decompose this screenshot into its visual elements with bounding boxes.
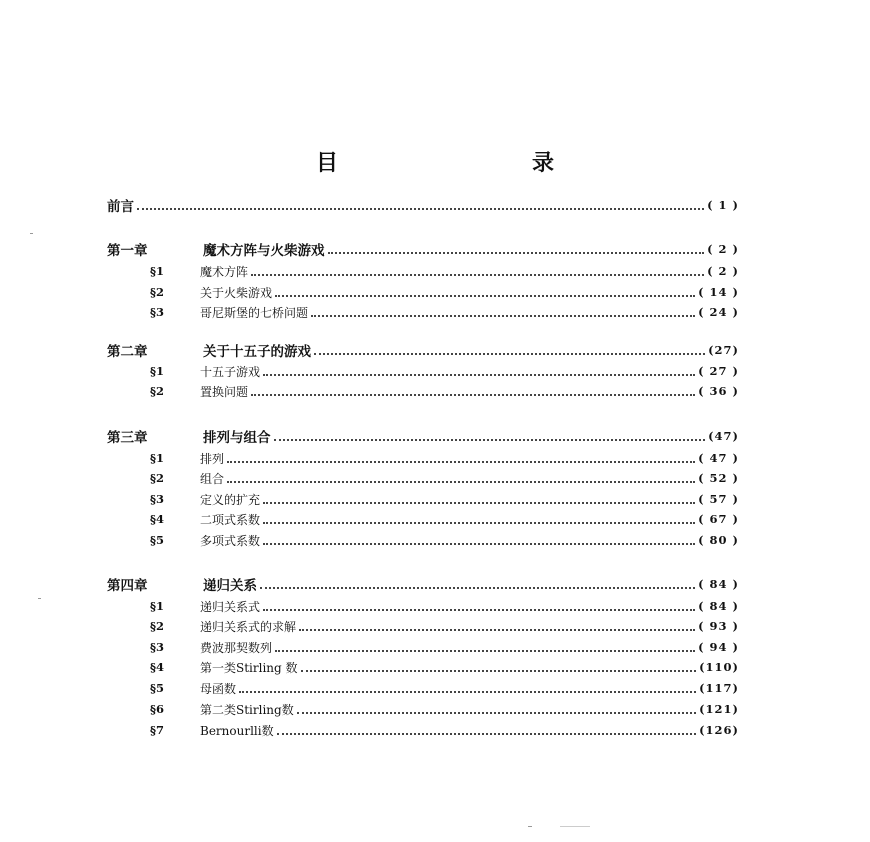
entry-label: 魔术方阵 xyxy=(200,264,249,279)
toc-entry-section xyxy=(150,262,739,280)
toc-entry-section xyxy=(150,283,739,301)
page-number: ( 67 ) xyxy=(698,512,739,526)
scan-speck xyxy=(30,233,33,234)
leader-dots xyxy=(277,732,697,735)
toc-entry-section xyxy=(150,362,739,380)
section-number: §1 xyxy=(150,364,165,378)
entry-label: 第二类Stirling数 xyxy=(200,702,294,717)
entry-label: 递归关系 xyxy=(203,578,257,594)
scan-speck xyxy=(528,826,532,827)
leader-dots xyxy=(260,586,695,589)
leader-dots xyxy=(251,273,704,276)
entry-label: 哥尼斯堡的七桥问题 xyxy=(200,305,309,320)
entry-label: 定义的扩充 xyxy=(200,492,261,507)
page-number: ( 27 ) xyxy=(698,364,739,378)
section-number: §3 xyxy=(150,640,165,654)
page-number: ( 14 ) xyxy=(698,285,739,299)
section-number: §2 xyxy=(150,619,165,633)
leader-dots xyxy=(274,438,706,441)
page-number: ( 84 ) xyxy=(698,577,739,591)
chapter-number: 第一章 xyxy=(107,243,148,259)
section-number: §6 xyxy=(150,702,165,716)
entry-label: 二项式系数 xyxy=(200,512,261,527)
leader-dots xyxy=(137,207,704,210)
section-number: §3 xyxy=(150,305,165,319)
toc-entry-section xyxy=(150,658,739,676)
page-number: ( 36 ) xyxy=(698,384,739,398)
leader-dots xyxy=(275,294,695,297)
section-number: §5 xyxy=(150,681,165,695)
entry-label: Bernourlli数 xyxy=(200,723,274,738)
entry-label: 母函数 xyxy=(200,681,237,696)
section-number: §1 xyxy=(150,264,165,278)
page-number: (121) xyxy=(699,702,739,716)
leader-dots xyxy=(275,649,695,652)
entry-label: 排列与组合 xyxy=(203,430,271,446)
section-number: §7 xyxy=(150,723,165,737)
section-number: §3 xyxy=(150,492,165,506)
leader-dots xyxy=(263,501,695,504)
section-number: §2 xyxy=(150,285,165,299)
chapter-number: 第二章 xyxy=(107,344,148,360)
page-number: (117) xyxy=(699,681,739,695)
section-number: §2 xyxy=(150,384,165,398)
entry-label: 关于十五子的游戏 xyxy=(203,344,311,360)
leader-dots xyxy=(311,314,695,317)
section-number: §2 xyxy=(150,471,165,485)
toc-entry-section xyxy=(150,531,739,549)
toc-entry-chapter-1 xyxy=(107,240,739,258)
page-number: (47) xyxy=(708,429,739,443)
toc-entry-section xyxy=(150,490,739,508)
leader-dots xyxy=(314,352,705,355)
entry-label: 递归关系式 xyxy=(200,599,261,614)
toc-entry-chapter-4 xyxy=(107,575,739,593)
page-number: (110) xyxy=(699,660,739,674)
entry-label: 费波那契数列 xyxy=(200,640,273,655)
entry-label: 关于火柴游戏 xyxy=(200,285,273,300)
leader-dots xyxy=(263,608,695,611)
entry-label: 多项式系数 xyxy=(200,533,261,548)
scan-speck xyxy=(560,826,590,827)
toc-entry-section xyxy=(150,510,739,528)
toc-entry-chapter-3 xyxy=(107,427,739,445)
chapter-number: 第四章 xyxy=(107,578,148,594)
toc-entry-section xyxy=(150,382,739,400)
leader-dots xyxy=(328,251,705,254)
toc-entry-section xyxy=(150,449,739,467)
toc-entry-section xyxy=(150,638,739,656)
entry-label: 排列 xyxy=(200,451,225,466)
chapter-number: 第三章 xyxy=(107,430,148,446)
page-number: ( 57 ) xyxy=(698,492,739,506)
leader-dots xyxy=(227,460,695,463)
entry-label: 魔术方阵与火柴游戏 xyxy=(203,243,325,259)
entry-label: 十五子游戏 xyxy=(200,364,261,379)
page-title: 目 录 xyxy=(315,151,640,176)
toc-entry-section xyxy=(150,679,739,697)
section-number: §4 xyxy=(150,512,165,526)
page-number: ( 84 ) xyxy=(698,599,739,613)
page-number: ( 2 ) xyxy=(707,242,739,256)
leader-dots xyxy=(263,521,695,524)
toc-entry-section xyxy=(150,469,739,487)
section-number: §4 xyxy=(150,660,165,674)
toc-entry-section xyxy=(150,597,739,615)
toc-entry-section xyxy=(150,721,739,739)
leader-dots xyxy=(263,373,695,376)
page-number: (27) xyxy=(708,343,739,357)
leader-dots xyxy=(301,669,697,672)
toc-entry-chapter-2 xyxy=(107,341,739,359)
section-number: §1 xyxy=(150,451,165,465)
entry-label: 置换问题 xyxy=(200,384,249,399)
leader-dots xyxy=(251,393,695,396)
page-number: (126) xyxy=(699,723,739,737)
leader-dots xyxy=(297,711,696,714)
page-number: ( 80 ) xyxy=(698,533,739,547)
page-number: ( 2 ) xyxy=(707,264,739,278)
toc-entry-section xyxy=(150,617,739,635)
leader-dots xyxy=(299,628,695,631)
toc-entry-section xyxy=(150,303,739,321)
page-number: ( 1 ) xyxy=(707,198,739,212)
page-number: ( 47 ) xyxy=(698,451,739,465)
section-number: §5 xyxy=(150,533,165,547)
leader-dots xyxy=(239,690,696,693)
toc-entry-section xyxy=(150,700,739,718)
leader-dots xyxy=(227,480,695,483)
toc-entry-preface xyxy=(107,196,739,214)
page-number: ( 94 ) xyxy=(698,640,739,654)
page-number: ( 24 ) xyxy=(698,305,739,319)
section-number: §1 xyxy=(150,599,165,613)
entry-label: 组合 xyxy=(200,471,225,486)
entry-label: 前言 xyxy=(107,199,134,215)
entry-label: 递归关系式的求解 xyxy=(200,619,297,634)
page-number: ( 93 ) xyxy=(698,619,739,633)
page-number: ( 52 ) xyxy=(698,471,739,485)
leader-dots xyxy=(263,542,695,545)
entry-label: 第一类Stirling 数 xyxy=(200,660,298,675)
scan-speck xyxy=(38,598,41,599)
